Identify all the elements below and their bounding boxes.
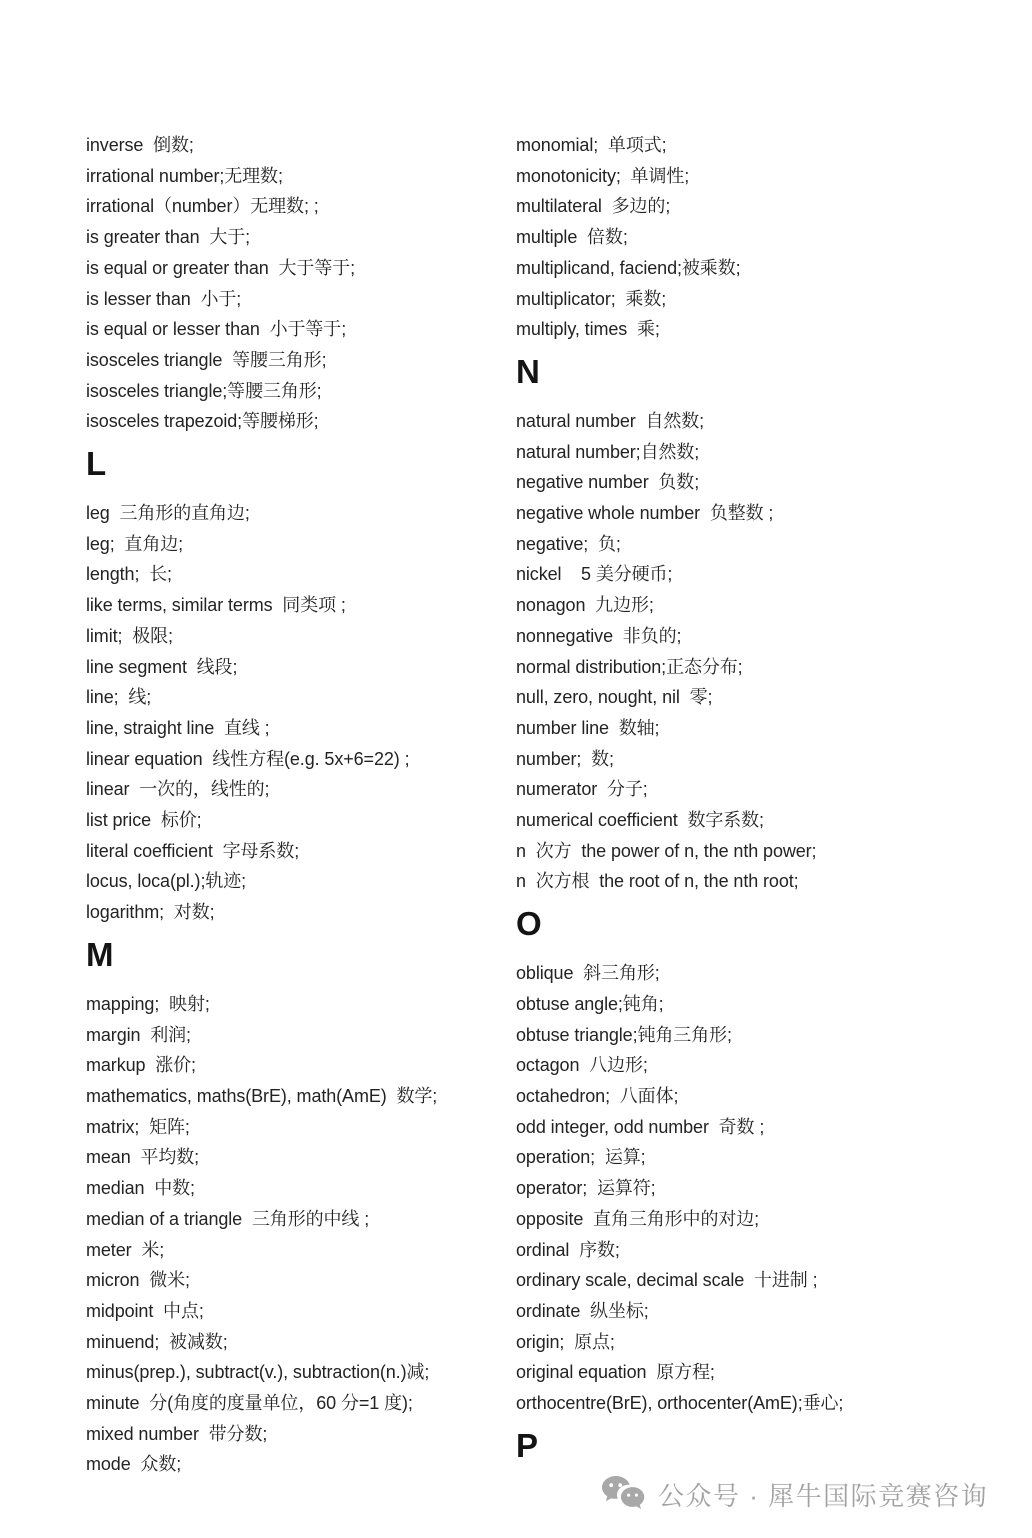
glossary-entry: line; 线;: [86, 687, 152, 708]
glossary-entry: nonagon 九边形;: [516, 595, 654, 616]
glossary-entry: line segment 线段;: [86, 656, 238, 677]
glossary-entry: n 次方根 the root of n, the nth root;: [516, 871, 799, 892]
glossary-entry: numerical coefficient 数字系数;: [516, 810, 764, 831]
glossary-entry: obtuse triangle;钝角三角形;: [516, 1024, 732, 1045]
glossary-entry: oblique 斜三角形;: [516, 963, 660, 984]
glossary-entry: micron 微米;: [86, 1270, 190, 1291]
glossary-entry: limit; 极限;: [86, 625, 173, 646]
glossary-entry: is equal or greater than 大于等于;: [86, 257, 356, 278]
glossary-entry: minus(prep.), subtract(v.), subtraction(n.)减;: [86, 1362, 430, 1383]
glossary-entry: is equal or lesser than 小于等于;: [86, 319, 347, 340]
glossary-entry: numerator 分子;: [516, 779, 648, 800]
glossary-entry: inverse 倒数;: [86, 135, 194, 155]
glossary-entry: mode 众数;: [86, 1454, 182, 1475]
glossary-entry: minuend; 被减数;: [86, 1331, 228, 1352]
glossary-column-right: [516, 130, 1016, 1480]
glossary-entry: locus, loca(pl.);轨迹;: [86, 871, 247, 892]
section-header-N: N: [516, 352, 541, 390]
glossary-entry: length; 长;: [86, 564, 172, 585]
watermark: [601, 1474, 988, 1514]
glossary-entry: null, zero, nought, nil 零;: [516, 687, 713, 708]
glossary-entry: list price 标价;: [86, 810, 202, 831]
glossary-entry: multiply, times 乘;: [516, 319, 660, 340]
glossary-entry: minute 分(角度的度量单位，60 分=1 度);: [86, 1393, 413, 1414]
glossary-entry: literal coefficient 字母系数;: [86, 840, 300, 861]
glossary-entry: multiplicator; 乘数;: [516, 288, 667, 309]
glossary-entry: operator; 运算符;: [516, 1178, 656, 1199]
glossary-entry: leg 三角形的直角边;: [86, 503, 250, 524]
glossary-entry: monomial; 单项式;: [516, 135, 667, 155]
glossary-entry: multilateral 多边的;: [516, 196, 671, 217]
glossary-entry: is lesser than 小于;: [86, 288, 242, 309]
wechat-icon: [601, 1474, 645, 1514]
glossary-entry: meter 米;: [86, 1239, 165, 1260]
glossary-entry: origin; 原点;: [516, 1331, 615, 1352]
glossary-entry: like terms, similar terms 同类项 ;: [86, 595, 346, 616]
glossary-entry: ordinal 序数;: [516, 1239, 620, 1260]
glossary-entry: odd integer, odd number 奇数 ;: [516, 1116, 765, 1137]
glossary-entry: monotonicity; 单调性;: [516, 165, 690, 186]
glossary-entry: mean 平均数;: [86, 1147, 200, 1168]
glossary-entry: multiple 倍数;: [516, 227, 628, 248]
glossary-entry: natural number 自然数;: [516, 410, 705, 431]
glossary-entry: leg; 直角边;: [86, 533, 184, 554]
glossary-entry: logarithm; 对数;: [86, 902, 215, 923]
glossary-entry: isosceles triangle;等腰三角形;: [86, 380, 322, 401]
glossary-entry: number; 数;: [516, 748, 614, 769]
glossary-entry: mapping; 映射;: [86, 993, 210, 1014]
glossary-entry: mathematics, maths(BrE), math(AmE) 数学;: [86, 1085, 438, 1106]
watermark-text: 公众号 · 犀牛国际竞赛咨询: [658, 1480, 989, 1511]
glossary-entry: opposite 直角三角形中的对边;: [516, 1208, 760, 1229]
glossary-entry: octagon 八边形;: [516, 1055, 648, 1076]
glossary-entry: is greater than 大于;: [86, 227, 251, 248]
glossary-entry: median 中数;: [86, 1178, 195, 1199]
glossary-entry: number line 数轴;: [516, 717, 660, 738]
glossary-entry: negative; 负;: [516, 533, 621, 554]
glossary-entry: natural number;自然数;: [516, 441, 700, 462]
glossary-entry: irrational（number）无理数; ;: [86, 196, 319, 217]
section-header-M: M: [86, 935, 114, 973]
glossary-entry: normal distribution;正态分布;: [516, 656, 743, 677]
glossary-entry: midpoint 中点;: [86, 1300, 204, 1321]
glossary-entry: orthocentre(BrE), orthocenter(AmE);垂心;: [516, 1393, 844, 1414]
glossary-entry: linear equation 线性方程(e.g. 5x+6=22) ;: [86, 748, 410, 769]
glossary-entry: isosceles triangle 等腰三角形;: [86, 349, 327, 370]
glossary-entry: markup 涨价;: [86, 1055, 196, 1076]
glossary-entry: original equation 原方程;: [516, 1362, 715, 1383]
glossary-column-left: [86, 130, 516, 1480]
glossary-entry: margin 利润;: [86, 1024, 191, 1045]
glossary-entry: n 次方 the power of n, the nth power;: [516, 840, 817, 861]
glossary-entry: obtuse angle;钝角;: [516, 993, 664, 1014]
glossary-entry: multiplicand, faciend;被乘数;: [516, 257, 741, 278]
glossary-entry: nonnegative 非负的;: [516, 625, 682, 646]
glossary-entry: ordinary scale, decimal scale 十进制 ;: [516, 1270, 818, 1291]
glossary-entry: linear 一次的，线性的;: [86, 779, 270, 800]
glossary-entry: line, straight line 直线 ;: [86, 717, 270, 738]
section-header-O: O: [516, 905, 543, 943]
glossary-entry: nickel 5 美分硬币;: [516, 564, 673, 585]
glossary-entry: mixed number 带分数;: [86, 1423, 268, 1444]
glossary-entry: operation; 运算;: [516, 1147, 646, 1168]
glossary-entry: octahedron; 八面体;: [516, 1085, 679, 1106]
glossary-entry: matrix; 矩阵;: [86, 1116, 190, 1137]
glossary-entry: irrational number;无理数;: [86, 165, 283, 186]
glossary-entry: negative number 负数;: [516, 472, 700, 493]
section-header-P: P: [516, 1426, 539, 1464]
glossary-entry: negative whole number 负整数 ;: [516, 503, 774, 524]
glossary-entry: isosceles trapezoid;等腰梯形;: [86, 411, 319, 432]
section-header-L: L: [86, 445, 107, 483]
glossary-entry: median of a triangle 三角形的中线 ;: [86, 1208, 370, 1229]
glossary-entry: ordinate 纵坐标;: [516, 1300, 649, 1321]
